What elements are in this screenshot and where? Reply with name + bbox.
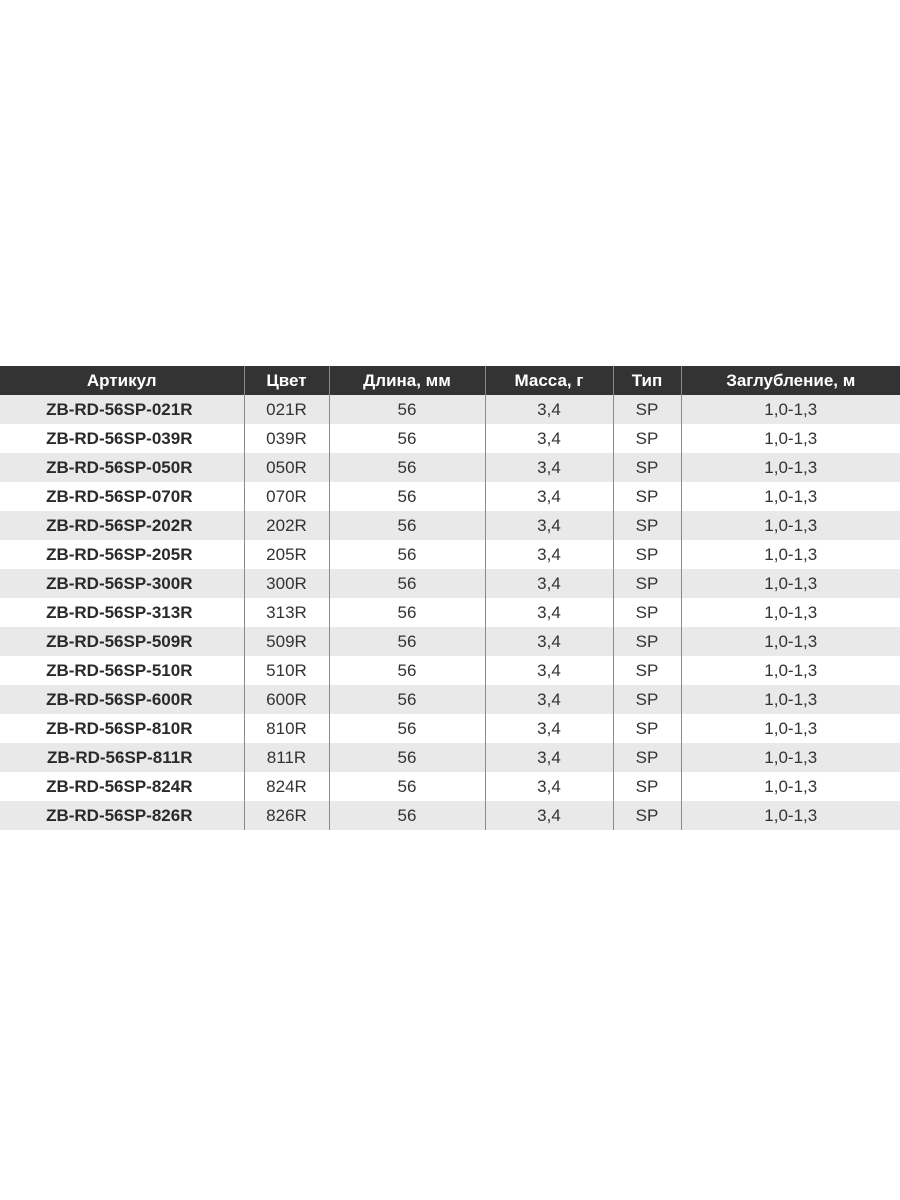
cell-mass: 3,4: [485, 395, 613, 424]
cell-color: 810R: [244, 714, 329, 743]
cell-type: SP: [613, 714, 681, 743]
cell-color: 300R: [244, 569, 329, 598]
table-body: [0, 395, 900, 830]
cell-color: 313R: [244, 598, 329, 627]
cell-mass: 3,4: [485, 540, 613, 569]
cell-mass: 3,4: [485, 656, 613, 685]
cell-color: 205R: [244, 540, 329, 569]
cell-depth: 1,0-1,3: [681, 395, 900, 424]
header-length: Длина, мм: [329, 366, 485, 395]
cell-sku: ZB-RD-56SP-202R: [0, 511, 244, 540]
header-color: Цвет: [244, 366, 329, 395]
cell-color: 039R: [244, 424, 329, 453]
cell-depth: 1,0-1,3: [681, 598, 900, 627]
cell-type: SP: [613, 424, 681, 453]
cell-length: 56: [329, 801, 485, 830]
table-row: [0, 453, 900, 482]
cell-length: 56: [329, 424, 485, 453]
cell-length: 56: [329, 482, 485, 511]
cell-type: SP: [613, 772, 681, 801]
cell-length: 56: [329, 511, 485, 540]
cell-length: 56: [329, 540, 485, 569]
cell-length: 56: [329, 569, 485, 598]
cell-length: 56: [329, 656, 485, 685]
cell-length: 56: [329, 598, 485, 627]
table-row: [0, 569, 900, 598]
cell-type: SP: [613, 627, 681, 656]
cell-color: 811R: [244, 743, 329, 772]
cell-type: SP: [613, 743, 681, 772]
cell-length: 56: [329, 714, 485, 743]
cell-color: 050R: [244, 453, 329, 482]
cell-depth: 1,0-1,3: [681, 743, 900, 772]
cell-mass: 3,4: [485, 453, 613, 482]
table-row: [0, 598, 900, 627]
header-mass: Масса, г: [485, 366, 613, 395]
cell-mass: 3,4: [485, 598, 613, 627]
table-row: [0, 395, 900, 424]
cell-type: SP: [613, 598, 681, 627]
cell-sku: ZB-RD-56SP-039R: [0, 424, 244, 453]
cell-depth: 1,0-1,3: [681, 453, 900, 482]
cell-sku: ZB-RD-56SP-070R: [0, 482, 244, 511]
cell-sku: ZB-RD-56SP-824R: [0, 772, 244, 801]
cell-depth: 1,0-1,3: [681, 627, 900, 656]
table-row: [0, 685, 900, 714]
cell-length: 56: [329, 685, 485, 714]
cell-sku: ZB-RD-56SP-510R: [0, 656, 244, 685]
cell-sku: ZB-RD-56SP-826R: [0, 801, 244, 830]
cell-mass: 3,4: [485, 685, 613, 714]
cell-length: 56: [329, 743, 485, 772]
cell-sku: ZB-RD-56SP-050R: [0, 453, 244, 482]
cell-depth: 1,0-1,3: [681, 772, 900, 801]
cell-sku: ZB-RD-56SP-300R: [0, 569, 244, 598]
cell-type: SP: [613, 453, 681, 482]
cell-color: 070R: [244, 482, 329, 511]
cell-type: SP: [613, 685, 681, 714]
cell-depth: 1,0-1,3: [681, 685, 900, 714]
header-sku: Артикул: [0, 366, 244, 395]
table-row: [0, 714, 900, 743]
table-row: [0, 540, 900, 569]
cell-mass: 3,4: [485, 569, 613, 598]
header-type: Тип: [613, 366, 681, 395]
cell-depth: 1,0-1,3: [681, 656, 900, 685]
cell-mass: 3,4: [485, 772, 613, 801]
cell-sku: ZB-RD-56SP-600R: [0, 685, 244, 714]
table-row: [0, 511, 900, 540]
cell-depth: 1,0-1,3: [681, 511, 900, 540]
cell-length: 56: [329, 772, 485, 801]
cell-length: 56: [329, 395, 485, 424]
table-header-row: [0, 366, 900, 395]
cell-sku: ZB-RD-56SP-811R: [0, 743, 244, 772]
cell-depth: 1,0-1,3: [681, 482, 900, 511]
cell-sku: ZB-RD-56SP-509R: [0, 627, 244, 656]
cell-type: SP: [613, 569, 681, 598]
header-depth: Заглубление, м: [681, 366, 900, 395]
cell-mass: 3,4: [485, 714, 613, 743]
cell-length: 56: [329, 453, 485, 482]
cell-type: SP: [613, 482, 681, 511]
table-row: [0, 656, 900, 685]
table-row: [0, 424, 900, 453]
cell-color: 824R: [244, 772, 329, 801]
cell-color: 021R: [244, 395, 329, 424]
cell-color: 509R: [244, 627, 329, 656]
cell-color: 826R: [244, 801, 329, 830]
cell-sku: ZB-RD-56SP-313R: [0, 598, 244, 627]
cell-mass: 3,4: [485, 424, 613, 453]
spec-table: [0, 366, 900, 830]
cell-depth: 1,0-1,3: [681, 714, 900, 743]
table-row: [0, 743, 900, 772]
cell-depth: 1,0-1,3: [681, 569, 900, 598]
cell-mass: 3,4: [485, 801, 613, 830]
cell-type: SP: [613, 511, 681, 540]
cell-mass: 3,4: [485, 743, 613, 772]
table-row: [0, 482, 900, 511]
cell-depth: 1,0-1,3: [681, 424, 900, 453]
cell-depth: 1,0-1,3: [681, 801, 900, 830]
table-row: [0, 801, 900, 830]
cell-length: 56: [329, 627, 485, 656]
cell-color: 202R: [244, 511, 329, 540]
cell-sku: ZB-RD-56SP-810R: [0, 714, 244, 743]
cell-type: SP: [613, 656, 681, 685]
cell-mass: 3,4: [485, 511, 613, 540]
cell-color: 510R: [244, 656, 329, 685]
cell-type: SP: [613, 395, 681, 424]
cell-depth: 1,0-1,3: [681, 540, 900, 569]
cell-mass: 3,4: [485, 627, 613, 656]
cell-type: SP: [613, 540, 681, 569]
cell-color: 600R: [244, 685, 329, 714]
table-row: [0, 772, 900, 801]
table-row: [0, 627, 900, 656]
cell-type: SP: [613, 801, 681, 830]
cell-mass: 3,4: [485, 482, 613, 511]
cell-sku: ZB-RD-56SP-021R: [0, 395, 244, 424]
cell-sku: ZB-RD-56SP-205R: [0, 540, 244, 569]
